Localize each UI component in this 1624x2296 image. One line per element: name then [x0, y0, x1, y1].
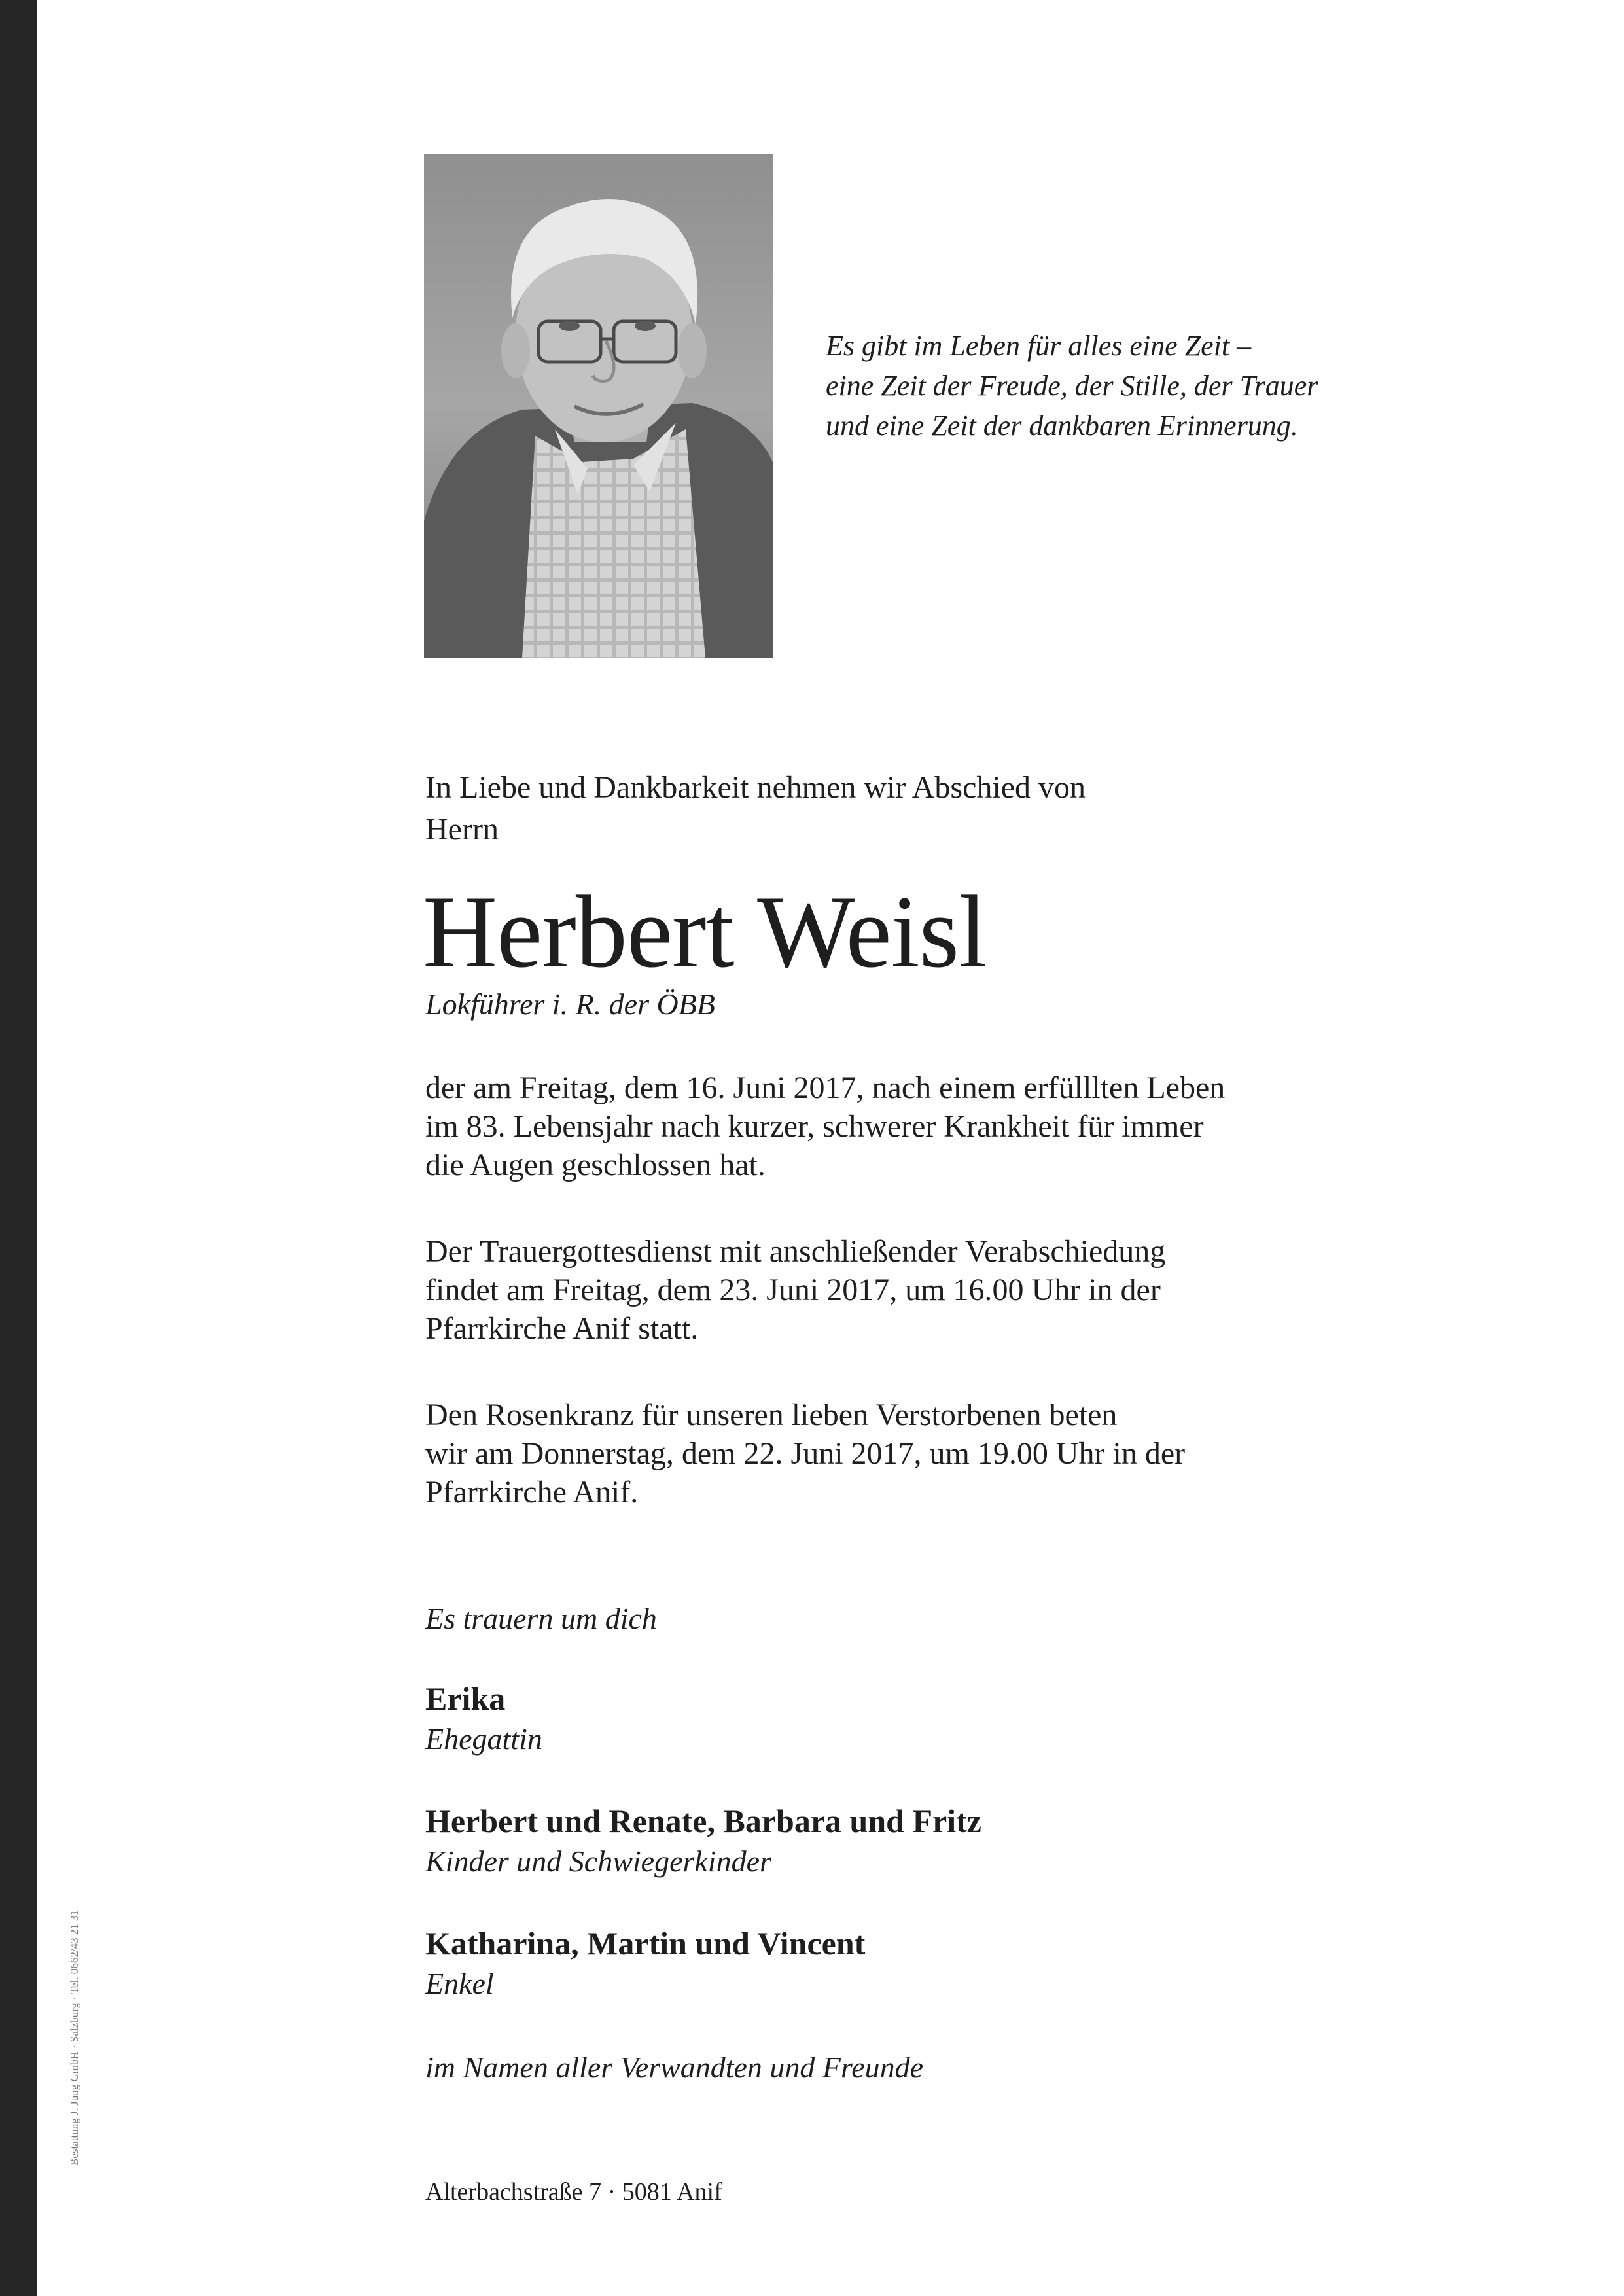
quote-line: Es gibt im Leben für alles eine Zeit –	[826, 330, 1252, 362]
mourner-relation: Enkel	[425, 1967, 494, 2000]
mourner-relation: Kinder und Schwiegerkinder	[425, 1845, 771, 1878]
paragraph-line: Pfarrkirche Anif statt.	[425, 1311, 699, 1346]
quote-line: und eine Zeit der dankbaren Erinnerung.	[826, 410, 1298, 442]
paragraph-line: die Augen geschlossen hat.	[425, 1148, 766, 1182]
mourners-intro: Es trauern um dich	[425, 1602, 657, 1635]
intro-line: In Liebe und Dankbarkeit nehmen wir Abschied von	[425, 770, 1086, 805]
quote	[826, 326, 1415, 446]
portrait-photo	[424, 154, 773, 658]
paragraph-line: findet am Freitag, dem 23. Juni 2017, um 16.00 Uhr in der	[425, 1273, 1161, 1307]
mourner-group	[425, 1799, 981, 1881]
mourner-names: Erika	[425, 1680, 506, 1717]
paragraph-line: Pfarrkirche Anif.	[425, 1475, 639, 1510]
intro-line: Herrn	[425, 812, 499, 847]
mourner-names: Katharina, Martin und Vincent	[425, 1925, 866, 1962]
paragraph-line: Den Rosenkranz für unseren lieben Verstorbenen beten	[425, 1398, 1118, 1432]
paragraph-line: der am Freitag, dem 16. Juni 2017, nach einem erfülllten Leben	[425, 1070, 1226, 1105]
mourner-names: Herbert und Renate, Barbara und Fritz	[425, 1803, 981, 1839]
paragraph-line: im 83. Lebensjahr nach kurzer, schwerer Krankheit für immer	[425, 1109, 1204, 1144]
mourning-border	[0, 0, 37, 2296]
death-notice-paragraph	[425, 1069, 1225, 1184]
quote-line: eine Zeit der Freude, der Stille, der Trauer	[826, 370, 1318, 402]
mourner-relation: Ehegattin	[425, 1722, 542, 1756]
deceased-name: Herbert Weisl	[423, 875, 987, 989]
paragraph-line: wir am Donnerstag, dem 22. Juni 2017, um 19.00 Uhr in der	[425, 1436, 1186, 1471]
deceased-title: Lokführer i. R. der ÖBB	[425, 987, 715, 1021]
funeral-service-paragraph	[425, 1232, 1165, 1348]
mourner-group	[425, 1677, 542, 1758]
address: Alterbachstraße 7 · 5081 Anif	[425, 2178, 722, 2206]
rosary-paragraph	[425, 1396, 1185, 1511]
imprint: Bestattung J. Jung GmbH · Salzburg · Tel. 0662/43 21 31	[68, 1909, 80, 2166]
intro-text	[425, 767, 1086, 851]
mourner-group	[425, 1922, 865, 2003]
paragraph-line: Der Trauergottesdienst mit anschließender Verabschiedung	[425, 1234, 1166, 1269]
mourners-closing: im Namen aller Verwandten und Freunde	[425, 2051, 924, 2084]
